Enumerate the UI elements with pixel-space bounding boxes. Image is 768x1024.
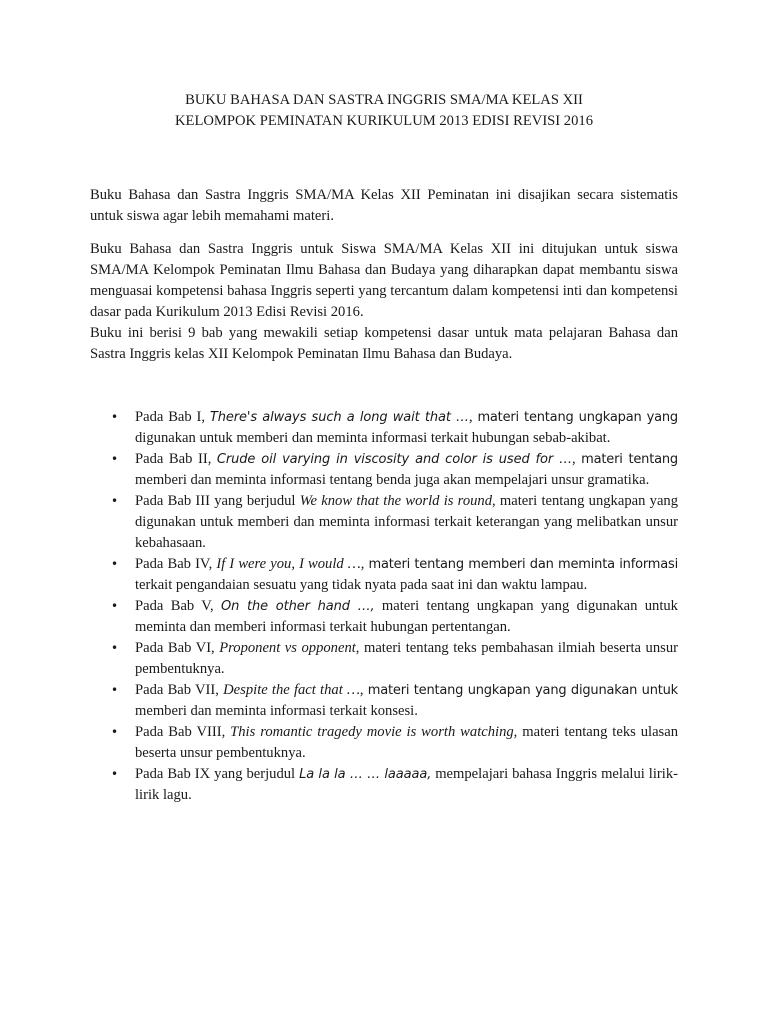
title-line-2: KELOMPOK PEMINATAN KURIKULUM 2013 EDISI REVISI 2016: [175, 113, 593, 129]
chapter-list: [90, 407, 678, 806]
chapter-title: Crude oil varying in viscosity and color is used for …: [216, 452, 572, 467]
chapter-prefix: Pada Bab VII,: [135, 682, 224, 698]
chapter-title: We know that the world is round: [299, 493, 493, 509]
chapter-description: memberi dan meminta informasi tentang benda juga akan mempelajari unsur gramatika.: [135, 472, 650, 488]
bullet-icon: •: [111, 599, 119, 613]
chapter-item-6: [90, 638, 678, 680]
bullet-icon: •: [111, 725, 119, 739]
chapter-materi: materi tentang ungkapan yang: [477, 410, 678, 425]
intro-paragraph-1: Buku Bahasa dan Sastra Inggris SMA/MA Kelas XII Peminatan ini disajikan secara sistematis untuk siswa agar lebih memahami materi.: [90, 187, 678, 224]
bullet-icon: •: [111, 683, 119, 697]
chapter-description: materi tentang ungkapan yang digunakan untuk meminta dan memberi informasi terkait hubungan pertentangan.: [135, 598, 678, 635]
bullet-icon: •: [111, 557, 119, 571]
chapter-description: , materi tentang ungkapan yang digunakan untuk memberi dan meminta informasi terkait keterangan yang melibatkan unsur kebahasaan.: [135, 493, 679, 551]
chapter-separator: ,: [571, 451, 582, 467]
chapter-description: , materi tentang teks ulasan beserta unsur pembentuknya.: [135, 724, 679, 761]
chapter-prefix: Pada Bab V,: [135, 598, 221, 614]
document-page: [90, 90, 678, 806]
chapter-prefix: Pada Bab VI,: [135, 640, 220, 656]
chapter-title: La la la … … laaaaa,: [299, 767, 432, 782]
title-line-1: BUKU BAHASA DAN SASTRA INGGRIS SMA/MA KELAS XII: [185, 92, 583, 108]
chapter-item-1: [90, 407, 678, 449]
bullet-icon: •: [111, 410, 119, 424]
chapter-prefix: Pada Bab VIII,: [135, 724, 231, 740]
chapter-item-2: [90, 449, 678, 491]
chapter-title: This romantic tragedy movie is worth watching: [230, 724, 514, 740]
chapter-prefix: Pada Bab I,: [135, 409, 210, 425]
chapter-item-8: [90, 722, 678, 764]
chapter-title: Proponent vs opponent: [219, 640, 356, 656]
bullet-icon: •: [111, 641, 119, 655]
intro-paragraph-2: Buku Bahasa dan Sastra Inggris untuk Siswa SMA/MA Kelas XII ini ditujukan untuk siswa SMA/MA Kelompok Peminatan Ilmu Bahasa dan Budaya yang diharapkan dapat membantu siswa menguasai kompetensi bahasa Inggris seperti yang tercantum dalam kompetensi inti dan kompetensi dasar pada Kurikulum 2013 Edisi Revisi 2016.: [90, 241, 678, 320]
chapter-title: On the other hand …,: [220, 599, 375, 614]
chapter-item-3: [90, 491, 678, 554]
chapter-materi: materi tentang: [581, 452, 678, 467]
chapter-prefix: Pada Bab III yang berjudul: [135, 493, 300, 509]
chapter-description: mempelajari bahasa Inggris melalui lirik-lirik lagu.: [135, 766, 678, 803]
chapter-item-9: [90, 764, 678, 806]
chapter-separator: ,: [359, 682, 368, 698]
chapter-materi: materi tentang ungkapan yang digunakan untuk: [367, 683, 678, 698]
chapter-prefix: Pada Bab IX yang berjudul: [135, 766, 300, 782]
chapter-prefix: Pada Bab II,: [135, 451, 217, 467]
chapter-separator: ,: [468, 409, 478, 425]
chapter-title: There's always such a long wait that …: [209, 410, 469, 425]
chapter-item-4: [90, 554, 678, 596]
bullet-icon: •: [111, 452, 119, 466]
chapter-separator: ,: [360, 556, 369, 572]
chapter-description: memberi dan meminta informasi terkait konsesi.: [135, 703, 418, 719]
chapter-title: If I were you, I would …: [216, 556, 361, 572]
intro-paragraph-3: Buku ini berisi 9 bab yang mewakili setiap kompetensi dasar untuk mata pelajaran Bahasa dan Sastra Inggris kelas XII Kelompok Peminatan Ilmu Bahasa dan Budaya.: [90, 325, 678, 362]
chapter-prefix: Pada Bab IV,: [135, 556, 217, 572]
chapter-item-7: [90, 680, 678, 722]
bullet-icon: •: [111, 767, 119, 781]
chapter-description: digunakan untuk memberi dan meminta informasi terkait hubungan sebab-akibat.: [135, 430, 611, 446]
chapter-description: terkait pengandaian sesuatu yang tidak nyata pada saat ini dan waktu lampau.: [135, 577, 588, 593]
chapter-title: Despite the fact that …: [223, 682, 360, 698]
chapter-materi: materi tentang memberi dan meminta informasi: [368, 557, 678, 572]
chapter-item-5: [90, 596, 678, 638]
document-title: [90, 90, 678, 132]
chapter-description: , materi tentang teks pembahasan ilmiah beserta unsur pembentuknya.: [135, 640, 678, 677]
bullet-icon: •: [111, 494, 119, 508]
